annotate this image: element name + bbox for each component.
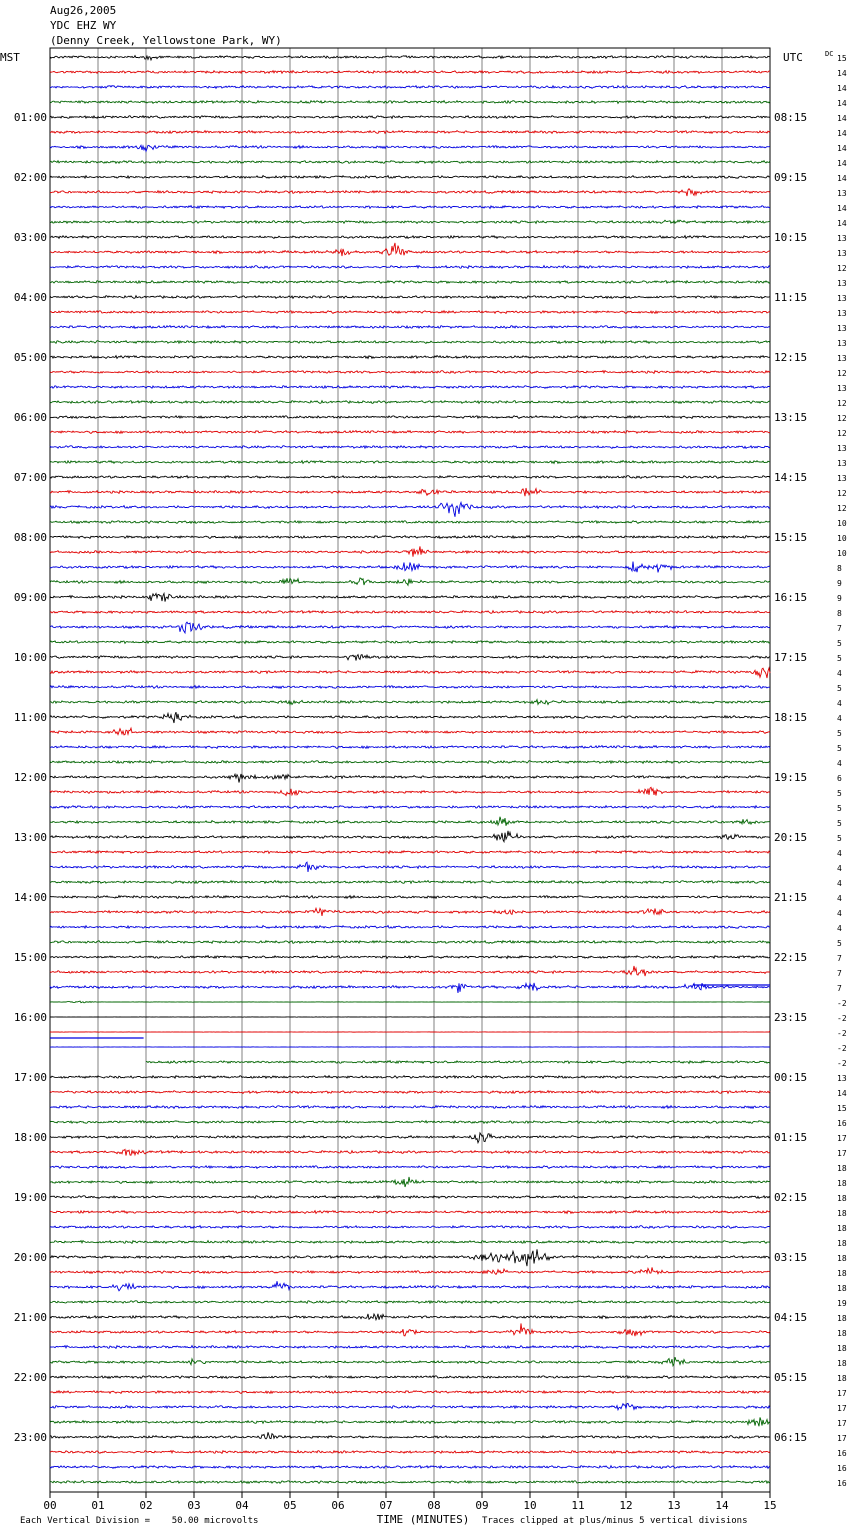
dc-offset-label: 8 (837, 609, 842, 618)
dc-offset-label: 5 (837, 744, 842, 753)
seismic-trace (50, 686, 770, 689)
dc-offset-label: 13 (837, 249, 847, 258)
header-location: (Denny Creek, Yellowstone Park, WY) (50, 34, 282, 47)
dc-offset-label: 17 (837, 1419, 847, 1428)
seismic-trace (50, 1451, 770, 1454)
seismic-trace (50, 1211, 770, 1214)
seismic-trace (50, 371, 770, 374)
left-hour-label: 02:00 (13, 171, 47, 184)
dc-offset-label: 19 (837, 1299, 847, 1308)
dc-offset-label: 14 (837, 69, 847, 78)
seismic-trace (50, 941, 770, 944)
seismic-trace (50, 266, 770, 269)
header-date: Aug26,2005 (50, 4, 117, 17)
seismic-trace (50, 502, 770, 516)
seismic-trace (50, 1466, 770, 1469)
dc-offset-label: 10 (837, 534, 847, 543)
seismic-trace (50, 655, 770, 661)
seismic-trace (50, 236, 770, 239)
left-hour-label: 09:00 (13, 591, 47, 604)
right-hour-label: 17:15 (774, 651, 808, 664)
dc-offset-label: 5 (837, 819, 842, 828)
seismic-trace (50, 161, 770, 164)
seismic-trace (50, 1281, 770, 1291)
seismic-trace (50, 101, 770, 104)
dc-offset-label: 18 (837, 1284, 847, 1293)
seismic-trace (50, 386, 770, 389)
dc-offset-label: 17 (837, 1404, 847, 1413)
seismic-trace (50, 806, 770, 809)
dc-offset-label: 13 (837, 384, 847, 393)
seismic-trace (50, 1267, 770, 1274)
dc-offset-label: 13 (837, 474, 847, 483)
x-tick-label: 05 (283, 1499, 297, 1512)
seismic-trace (50, 817, 770, 826)
dc-offset-label: 18 (837, 1209, 847, 1218)
right-hour-label: 20:15 (774, 831, 808, 844)
dc-offset-label: 17 (837, 1434, 847, 1443)
x-tick-label: 14 (715, 1499, 729, 1512)
dc-offset-label: 13 (837, 354, 847, 363)
seismic-trace (50, 488, 770, 496)
left-hour-label: 03:00 (13, 231, 47, 244)
dc-offset-label: 12 (837, 414, 847, 423)
seismic-trace (50, 562, 770, 573)
dc-offset-label: 12 (837, 504, 847, 513)
right-hour-label: 14:15 (774, 471, 808, 484)
seismic-trace (50, 787, 770, 795)
seismic-trace (50, 1314, 770, 1320)
dc-offset-label: 14 (837, 204, 847, 213)
dc-offset-label: -2 (837, 999, 847, 1008)
seismic-trace (50, 326, 770, 329)
left-hour-label: 18:00 (13, 1131, 47, 1144)
dc-offset-label: -2 (837, 1014, 847, 1023)
dc-offset-label: 18 (837, 1224, 847, 1233)
seismic-trace (50, 476, 770, 479)
seismic-trace (50, 1177, 770, 1187)
dc-offset-label: 12 (837, 264, 847, 273)
left-hour-label: 16:00 (13, 1011, 47, 1024)
dc-offset-label: 14 (837, 114, 847, 123)
left-hour-label: 17:00 (13, 1071, 47, 1084)
dc-offset-label: 4 (837, 714, 842, 723)
seismic-trace (50, 1133, 770, 1143)
dc-offset-label: 4 (837, 879, 842, 888)
left-hour-label: 01:00 (13, 111, 47, 124)
dc-offset-label: 6 (837, 774, 842, 783)
seismic-trace (50, 1481, 770, 1484)
left-hour-label: 06:00 (13, 411, 47, 424)
seismic-trace (50, 536, 770, 539)
seismic-trace (50, 728, 770, 735)
dc-offset-label: 5 (837, 834, 842, 843)
dc-offset-label: 17 (837, 1134, 847, 1143)
dc-offset-label: 18 (837, 1194, 847, 1203)
seismic-trace (50, 461, 770, 464)
x-tick-label: 00 (43, 1499, 57, 1512)
seismic-trace (50, 700, 770, 705)
dc-offset-label: 16 (837, 1449, 847, 1458)
dc-offset-label: 13 (837, 279, 847, 288)
seismic-trace (50, 341, 770, 344)
x-tick-label: 15 (763, 1499, 777, 1512)
dc-offset-label: 14 (837, 84, 847, 93)
dc-offset-label: 7 (837, 954, 842, 963)
dc-offset-label: 18 (837, 1344, 847, 1353)
seismic-trace (50, 1166, 770, 1169)
seismic-trace (50, 145, 770, 151)
dc-offset-label: 13 (837, 294, 847, 303)
seismic-trace (50, 431, 770, 434)
dc-offset-label: 4 (837, 759, 842, 768)
dc-label: DC (825, 50, 834, 58)
seismic-trace (50, 1091, 770, 1094)
header-station: YDC EHZ WY (50, 19, 117, 32)
seismic-trace (50, 1121, 770, 1124)
seismic-trace (50, 401, 770, 404)
x-tick-label: 04 (235, 1499, 249, 1512)
seismic-trace (50, 1357, 770, 1366)
dc-offset-label: 5 (837, 789, 842, 798)
seismic-trace (50, 761, 770, 764)
x-tick-label: 09 (475, 1499, 489, 1512)
seismic-trace (50, 641, 770, 644)
x-axis-title: TIME (MINUTES) (376, 1513, 470, 1526)
seismic-trace (50, 1241, 770, 1244)
plot-frame (50, 48, 770, 1492)
right-hour-label: 03:15 (774, 1251, 808, 1264)
seismic-trace (50, 881, 770, 884)
dc-offset-label: 18 (837, 1179, 847, 1188)
seismic-trace (50, 131, 770, 134)
seismic-trace (50, 851, 770, 854)
seismic-trace (50, 1226, 770, 1229)
dc-offset-label: 4 (837, 909, 842, 918)
right-hour-label: 11:15 (774, 291, 808, 304)
dc-offset-label: 13 (837, 459, 847, 468)
seismic-trace (50, 206, 770, 209)
dc-offset-label: -2 (837, 1044, 847, 1053)
dc-offset-label: 7 (837, 969, 842, 978)
seismic-trace (50, 86, 770, 89)
left-hour-label: 22:00 (13, 1371, 47, 1384)
dc-offset-label: 5 (837, 684, 842, 693)
right-hour-label: 15:15 (774, 531, 808, 544)
seismic-trace (50, 1403, 770, 1409)
seismic-trace (50, 176, 770, 179)
x-tick-label: 03 (187, 1499, 201, 1512)
dc-offset-label: 18 (837, 1254, 847, 1263)
dc-offset-label: 14 (837, 219, 847, 228)
dc-offset-label: 5 (837, 639, 842, 648)
seismic-trace (146, 1061, 770, 1064)
dc-offset-label: 16 (837, 1464, 847, 1473)
seismic-trace (50, 521, 770, 524)
dc-offset-label: 4 (837, 924, 842, 933)
seismic-trace (50, 983, 770, 993)
dc-offset-label: 5 (837, 729, 842, 738)
left-hour-label: 19:00 (13, 1191, 47, 1204)
left-hour-label: 20:00 (13, 1251, 47, 1264)
dc-offset-label: 15 (837, 54, 847, 63)
dc-offset-label: 10 (837, 519, 847, 528)
left-hour-label: 14:00 (13, 891, 47, 904)
seismic-trace (50, 416, 770, 419)
dc-offset-label: 13 (837, 189, 847, 198)
seismic-trace (50, 594, 770, 602)
seismic-trace (50, 1076, 770, 1079)
right-timezone-label: UTC (783, 51, 803, 64)
right-hour-label: 21:15 (774, 891, 808, 904)
right-hour-label: 02:15 (774, 1191, 808, 1204)
seismic-trace (50, 1106, 770, 1109)
right-hour-label: 22:15 (774, 951, 808, 964)
left-hour-label: 13:00 (13, 831, 47, 844)
right-hour-label: 06:15 (774, 1431, 808, 1444)
dc-offset-label: 14 (837, 159, 847, 168)
dc-offset-label: 12 (837, 399, 847, 408)
seismic-trace (50, 1432, 770, 1439)
dc-offset-label: 18 (837, 1239, 847, 1248)
left-hour-label: 08:00 (13, 531, 47, 544)
dc-offset-label: 12 (837, 369, 847, 378)
dc-offset-label: 13 (837, 1074, 847, 1083)
seismic-trace (50, 243, 770, 256)
x-tick-label: 11 (571, 1499, 585, 1512)
x-tick-label: 08 (427, 1499, 441, 1512)
right-hour-label: 18:15 (774, 711, 808, 724)
seismic-trace (50, 1323, 770, 1336)
seismic-trace (50, 1376, 770, 1379)
footer-clip-note: Traces clipped at plus/minus 5 vertical divisions (482, 1516, 748, 1526)
dc-offset-label: 12 (837, 429, 847, 438)
seismic-trace (50, 1196, 770, 1199)
seismic-trace (50, 356, 770, 359)
seismic-trace (50, 926, 770, 929)
right-hour-label: 16:15 (774, 591, 808, 604)
dc-offset-label: 18 (837, 1329, 847, 1338)
seismic-trace (50, 56, 770, 60)
seismic-trace (50, 578, 770, 585)
dc-offset-label: 8 (837, 564, 842, 573)
dc-offset-label: 5 (837, 939, 842, 948)
seismic-trace (50, 1149, 770, 1155)
dc-offset-label: 9 (837, 594, 842, 603)
right-hour-label: 23:15 (774, 1011, 808, 1024)
dc-offset-label: 9 (837, 579, 842, 588)
dc-offset-label: 13 (837, 444, 847, 453)
dc-offset-label: 13 (837, 234, 847, 243)
seismic-trace (50, 116, 770, 119)
right-hour-label: 08:15 (774, 111, 808, 124)
left-hour-label: 12:00 (13, 771, 47, 784)
right-hour-label: 19:15 (774, 771, 808, 784)
x-tick-label: 02 (139, 1499, 153, 1512)
right-hour-label: 10:15 (774, 231, 808, 244)
seismic-trace (50, 611, 770, 614)
dc-offset-label: 13 (837, 309, 847, 318)
seismic-trace (50, 1346, 770, 1349)
seismic-trace (50, 71, 770, 74)
seismic-trace (50, 1391, 770, 1394)
right-hour-label: 00:15 (774, 1071, 808, 1084)
dc-offset-label: 14 (837, 174, 847, 183)
right-hour-label: 04:15 (774, 1311, 808, 1324)
right-hour-label: 05:15 (774, 1371, 808, 1384)
dc-offset-label: 17 (837, 1149, 847, 1158)
seismic-trace (50, 220, 770, 223)
left-hour-label: 10:00 (13, 651, 47, 664)
right-hour-label: 01:15 (774, 1131, 808, 1144)
dc-offset-label: 18 (837, 1164, 847, 1173)
dc-offset-label: 4 (837, 894, 842, 903)
dc-offset-label: 12 (837, 489, 847, 498)
seismic-trace (50, 281, 770, 284)
left-hour-label: 07:00 (13, 471, 47, 484)
seismic-trace (50, 908, 770, 916)
footer-scale-note: Each Vertical Division = 50.00 microvolts (20, 1516, 259, 1526)
seismic-trace (50, 1417, 770, 1426)
seismic-trace (50, 622, 770, 633)
dc-offset-label: 5 (837, 654, 842, 663)
left-hour-label: 23:00 (13, 1431, 47, 1444)
dc-offset-label: 18 (837, 1314, 847, 1323)
seismic-trace (50, 296, 770, 299)
left-hour-label: 21:00 (13, 1311, 47, 1324)
x-tick-label: 12 (619, 1499, 633, 1512)
dc-offset-label: 13 (837, 339, 847, 348)
seismic-trace (50, 712, 770, 723)
seismic-trace (50, 956, 770, 959)
seismic-trace (50, 1031, 770, 1032)
right-hour-label: 12:15 (774, 351, 808, 364)
left-hour-label: 04:00 (13, 291, 47, 304)
seismic-trace (50, 862, 770, 872)
dc-offset-label: 4 (837, 699, 842, 708)
dc-offset-label: -2 (837, 1029, 847, 1038)
dc-offset-label: 18 (837, 1359, 847, 1368)
right-hour-label: 09:15 (774, 171, 808, 184)
seismic-trace (50, 746, 770, 749)
x-tick-label: 01 (91, 1499, 105, 1512)
dc-offset-label: 15 (837, 1104, 847, 1113)
dc-offset-label: 7 (837, 984, 842, 993)
dc-offset-label: 16 (837, 1119, 847, 1128)
dc-offset-label: 7 (837, 624, 842, 633)
seismic-trace (50, 546, 770, 556)
left-hour-label: 05:00 (13, 351, 47, 364)
dc-offset-label: 4 (837, 669, 842, 678)
seismic-trace (50, 1001, 770, 1003)
dc-offset-label: 14 (837, 144, 847, 153)
x-tick-label: 06 (331, 1499, 345, 1512)
seismic-trace (50, 774, 770, 783)
left-hour-label: 11:00 (13, 711, 47, 724)
seismic-trace (50, 1249, 770, 1266)
x-tick-label: 07 (379, 1499, 393, 1512)
dc-offset-label: 17 (837, 1389, 847, 1398)
x-tick-label: 10 (523, 1499, 537, 1512)
dc-offset-label: 16 (837, 1479, 847, 1488)
seismic-trace (50, 311, 770, 314)
dc-offset-label: 4 (837, 849, 842, 858)
left-timezone-label: MST (0, 51, 20, 64)
dc-offset-label: 14 (837, 99, 847, 108)
seismic-trace (50, 831, 770, 842)
dc-offset-label: 4 (837, 864, 842, 873)
dc-offset-label: 14 (837, 129, 847, 138)
dc-offset-label: 18 (837, 1374, 847, 1383)
dc-offset-label: -2 (837, 1059, 847, 1068)
seismic-trace (50, 446, 770, 449)
left-hour-label: 15:00 (13, 951, 47, 964)
dc-offset-label: 10 (837, 549, 847, 558)
dc-offset-label: 18 (837, 1269, 847, 1278)
dc-offset-label: 13 (837, 324, 847, 333)
seismic-trace (50, 966, 770, 976)
x-tick-label: 13 (667, 1499, 681, 1512)
dc-offset-label: 5 (837, 804, 842, 813)
seismic-trace (50, 1301, 770, 1304)
seismic-trace (50, 668, 770, 678)
seismic-trace (50, 896, 770, 899)
dc-offset-label: 14 (837, 1089, 847, 1098)
right-hour-label: 13:15 (774, 411, 808, 424)
seismic-trace (50, 189, 770, 196)
